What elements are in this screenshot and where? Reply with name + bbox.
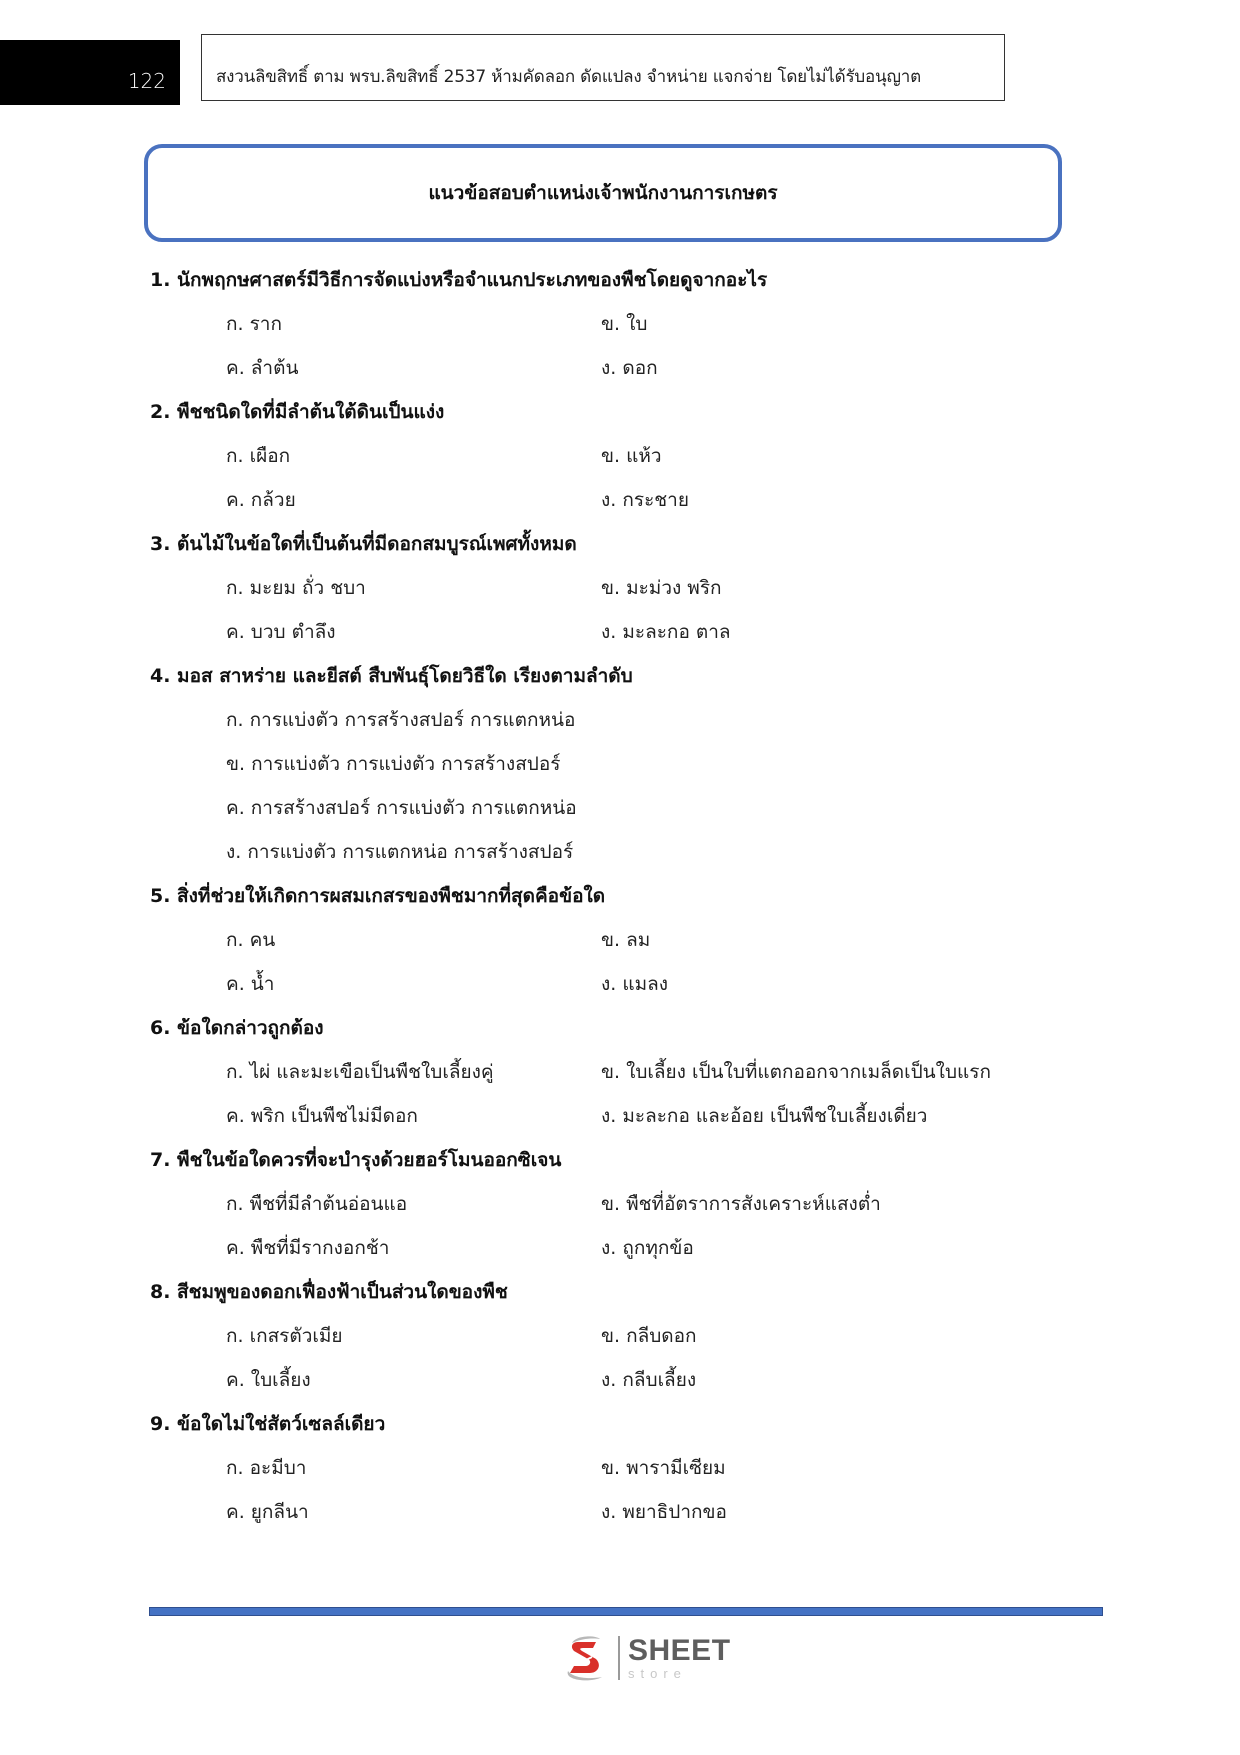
question-5: 5. สิ่งที่ช่วยให้เกิดการผสมเกสรของพืชมากที่สุดคือข้อใด — [150, 885, 606, 907]
choice-a: ก. มะยม ถั่ว ชบา — [226, 577, 366, 599]
footer-divider-bar — [149, 1607, 1103, 1616]
choice-c: ค. น้ำ — [226, 973, 275, 995]
choice-a: ก. ไผ่ และมะเขือเป็นพืชใบเลี้ยงคู่ — [226, 1061, 494, 1083]
choice-row — [150, 1314, 1050, 1358]
copyright-header — [201, 34, 1005, 101]
page-title: แนวข้อสอบตำแหน่งเจ้าพนักงานการเกษตร — [428, 182, 778, 204]
choice-row — [150, 1446, 1050, 1490]
choice-row — [150, 302, 1050, 346]
page-number-block — [0, 40, 180, 105]
choice-c: ค. ยูกลีนา — [226, 1501, 309, 1523]
choice-a: ก. อะมีบา — [226, 1457, 307, 1479]
choice-c: ค. การสร้างสปอร์ การแบ่งตัว การแตกหน่อ — [226, 797, 577, 819]
sheet-store-logo — [562, 1630, 731, 1686]
choice-c: ค. พริก เป็นพืชไม่มีดอก — [226, 1105, 418, 1127]
choice-c: ค. ลำต้น — [226, 357, 299, 379]
logo-text — [628, 1636, 731, 1680]
choice-row — [150, 610, 1050, 654]
page-title-box — [144, 144, 1062, 242]
choice-b: ข. กลีบดอก — [601, 1325, 697, 1347]
choice-d: ง. แมลง — [601, 973, 669, 995]
choice-c: ค. พืชที่มีรากงอกช้า — [226, 1237, 390, 1259]
choice-row — [150, 1490, 1050, 1534]
question-9: 9. ข้อใดไม่ใช่สัตว์เซลล์เดียว — [150, 1413, 386, 1435]
question-6: 6. ข้อใดกล่าวถูกต้อง — [150, 1017, 324, 1039]
choice-row — [150, 786, 1050, 830]
choice-row — [150, 346, 1050, 390]
page-number: 122 — [127, 69, 166, 93]
choice-row — [150, 918, 1050, 962]
logo-main-text: SHEET — [628, 1634, 731, 1667]
choice-row — [150, 698, 1050, 742]
choice-row — [150, 742, 1050, 786]
choice-b: ข. พารามีเซียม — [601, 1457, 726, 1479]
question-list — [150, 258, 1050, 1534]
choice-row — [150, 1050, 1050, 1094]
choice-row — [150, 1358, 1050, 1402]
question-4: 4. มอส สาหร่าย และยีสต์ สืบพันธุ์โดยวิธีใด เรียงตามลำดับ — [150, 665, 633, 687]
choice-a: ก. พืชที่มีลำต้นอ่อนแอ — [226, 1193, 408, 1215]
copyright-notice: สงวนลิขสิทธิ์ ตาม พรบ.ลิขสิทธิ์ 2537 ห้ามคัดลอก ดัดแปลง จำหน่าย แจกจ่าย โดยไม่ได้รับอนุญาต — [216, 67, 921, 87]
choice-d: ง. กลีบเลี้ยง — [601, 1369, 697, 1391]
question-3: 3. ต้นไม้ในข้อใดที่เป็นต้นที่มีดอกสมบูรณ์เพศทั้งหมด — [150, 533, 577, 555]
choice-d: ง. มะละกอ ตาล — [601, 621, 731, 643]
choice-a: ก. ราก — [226, 313, 282, 335]
choice-b: ข. การแบ่งตัว การแบ่งตัว การสร้างสปอร์ — [226, 753, 561, 775]
choice-row — [150, 830, 1050, 874]
choice-a: ก. เผือก — [226, 445, 291, 467]
question-2: 2. พืชชนิดใดที่มีลำต้นใต้ดินเป็นแง่ง — [150, 401, 445, 423]
choice-row — [150, 1182, 1050, 1226]
choice-a: ก. เกสรตัวเมีย — [226, 1325, 343, 1347]
choice-row — [150, 478, 1050, 522]
choice-row — [150, 962, 1050, 1006]
sheet-store-s-logo-icon — [562, 1633, 612, 1683]
choice-d: ง. การแบ่งตัว การแตกหน่อ การสร้างสปอร์ — [226, 841, 574, 863]
choice-d: ง. มะละกอ และอ้อย เป็นพืชใบเลี้ยงเดี่ยว — [601, 1105, 928, 1127]
choice-b: ข. ใบ — [601, 313, 648, 335]
choice-b: ข. ใบเลี้ยง เป็นใบที่แตกออกจากเมล็ดเป็นใบแรก — [601, 1061, 991, 1083]
question-7: 7. พืชในข้อใดควรที่จะบำรุงด้วยฮอร์โมนออกซิเจน — [150, 1149, 562, 1171]
choice-a: ก. การแบ่งตัว การสร้างสปอร์ การแตกหน่อ — [226, 709, 576, 731]
choice-b: ข. แห้ว — [601, 445, 662, 467]
question-1: 1. นักพฤกษศาสตร์มีวิธีการจัดแบ่งหรือจำแนกประเภทของพืชโดยดูจากอะไร — [150, 269, 768, 291]
choice-c: ค. ใบเลี้ยง — [226, 1369, 311, 1391]
choice-d: ง. ดอก — [601, 357, 658, 379]
choice-c: ค. บวบ ตำลึง — [226, 621, 336, 643]
choice-row — [150, 566, 1050, 610]
choice-row — [150, 434, 1050, 478]
choice-a: ก. คน — [226, 929, 276, 951]
choice-b: ข. พืชที่อัตราการสังเคราะห์แสงต่ำ — [601, 1193, 881, 1215]
choice-c: ค. กล้วย — [226, 489, 296, 511]
logo-divider — [618, 1636, 620, 1680]
choice-d: ง. กระชาย — [601, 489, 689, 511]
choice-b: ข. ลม — [601, 929, 651, 951]
choice-b: ข. มะม่วง พริก — [601, 577, 722, 599]
choice-d: ง. ถูกทุกข้อ — [601, 1237, 694, 1259]
logo-sub-text: store — [628, 1666, 687, 1681]
question-8: 8. สีชมพูของดอกเฟื่องฟ้าเป็นส่วนใดของพืช — [150, 1281, 508, 1303]
choice-row — [150, 1226, 1050, 1270]
choice-row — [150, 1094, 1050, 1138]
choice-d: ง. พยาธิปากขอ — [601, 1501, 727, 1523]
